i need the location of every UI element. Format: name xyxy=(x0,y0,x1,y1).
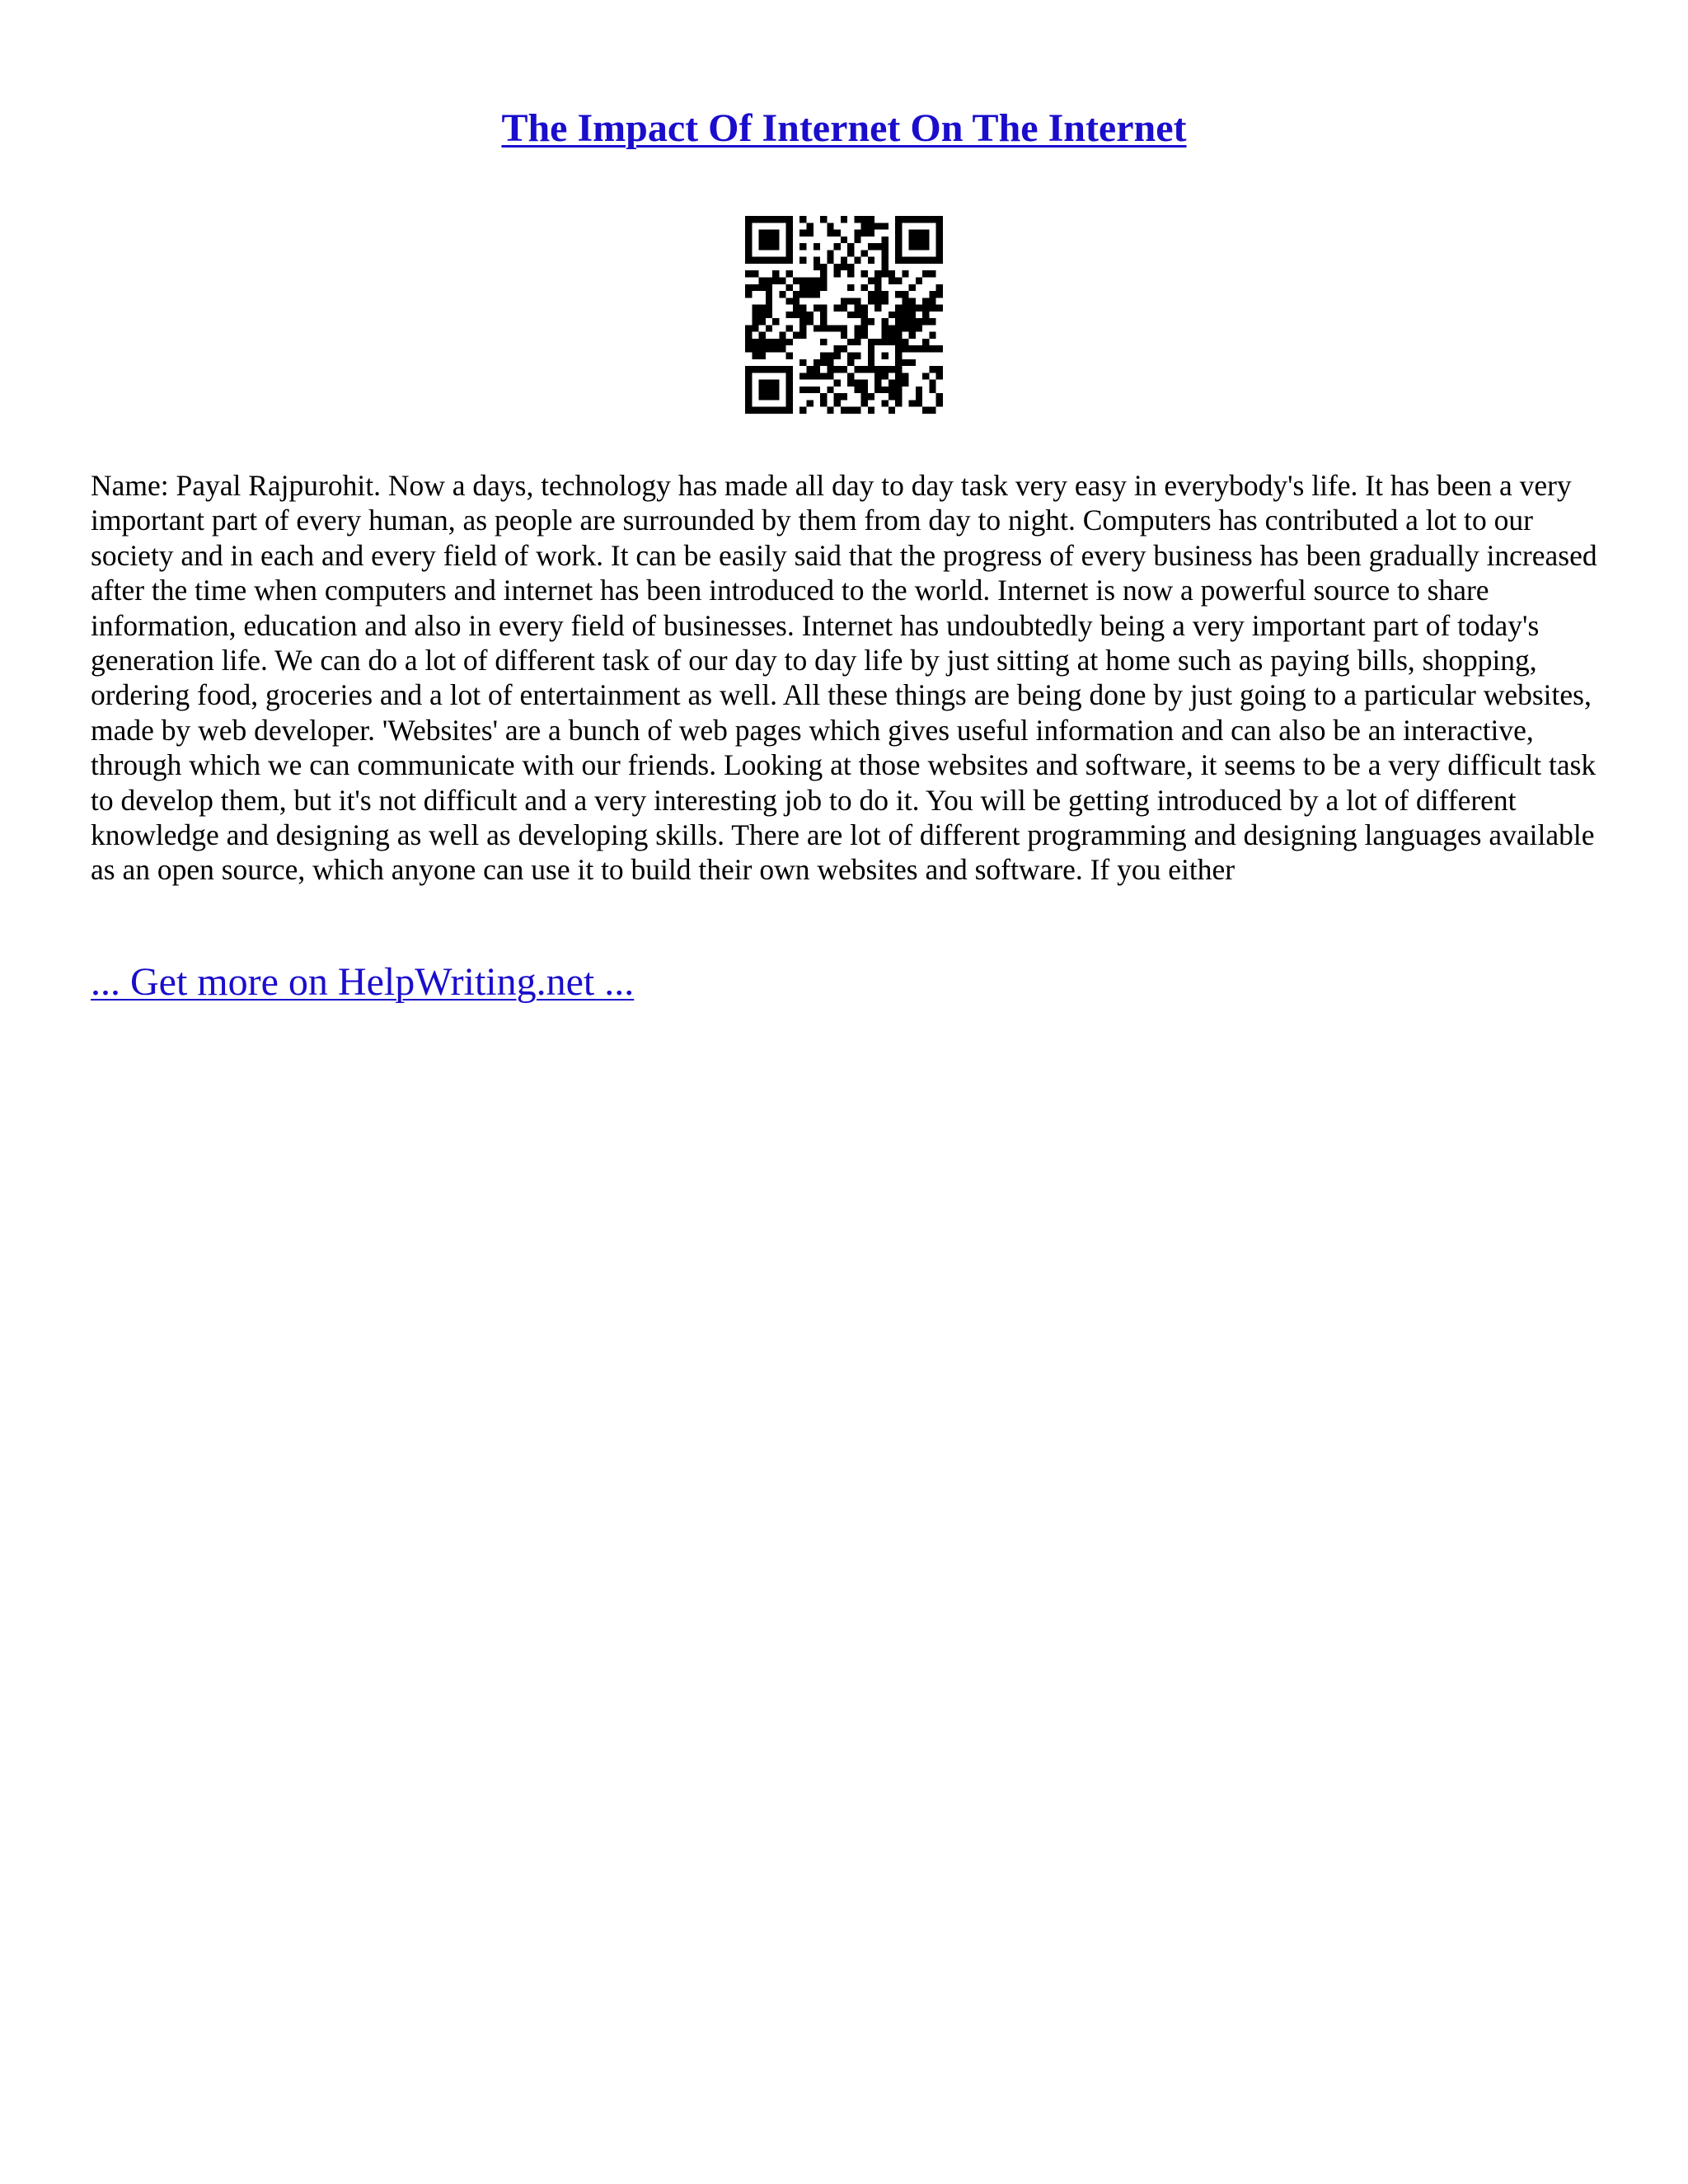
document-title xyxy=(0,104,1688,153)
get-more-link[interactable]: ... Get more on HelpWriting.net ... xyxy=(91,960,635,1004)
body-paragraph: Name: Payal Rajpurohit. Now a days, technology has made all day to day task very easy in everybody's life. It has been a very important part of every human, as people are surrounded by them from day to night. Computers has contributed a lot to our society and in each and every field of work. It can be easily said that the progress of every business has been gradually increased after the time when computers and internet has been introduced to the world. Internet is now a powerful source to share information, education and also in every field of businesses. Internet has undoubtedly being a very important part of today's generation life. We can do a lot of different task of our day to day life by just sitting at home such as paying bills, shopping, ordering food, groceries and a lot of entertainment as well. All these things are being done by just going to a particular websites, made by web developer. 'Websites' are a bunch of web pages which gives useful information and can also be an interactive, through which we can communicate with our friends. Looking at those websites and software, it seems to be a very difficult task to develop them, but it's not difficult and a very interesting job to do it. You will be getting introduced by a lot of different knowledge and designing as well as developing skills. There are lot of different programming and designing languages available as an open source, which anyone can use it to build their own websites and software. If you either xyxy=(91,469,1597,887)
qr-code-icon xyxy=(745,216,943,414)
get-more-link-container xyxy=(91,958,634,1007)
title-link[interactable]: The Impact Of Internet On The Internet xyxy=(501,106,1187,150)
